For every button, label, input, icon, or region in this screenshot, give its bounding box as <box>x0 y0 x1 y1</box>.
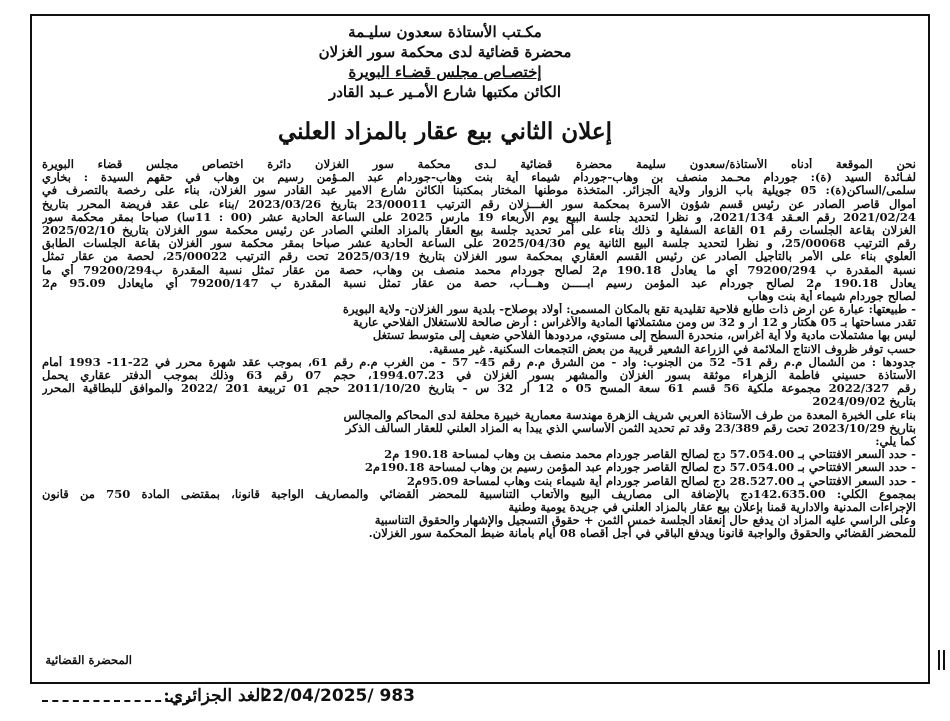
body-line: رقم الترتيب 25/00068، و نظرا لتحديد جلسة البيع الثانية يوم 2025/04/30 على الساعة الحادية عشر صباحا بمقر محكمة سور الغزلان بقاعة الجلسات الطابق <box>42 237 916 251</box>
publication-footer <box>30 684 930 716</box>
body-line: جدودها : من الشمال م.م رقم 51- 52 من الجنوب: واد - من الشرق م.م رقم 45- 57 - من الغرب م.م رقم 61، بموجب عقد شهرة محرر في 22-11- 1993 أمام <box>42 355 916 369</box>
jurisdiction: إختصـاص مجلس قضـاء البويرة <box>348 63 542 81</box>
body-line: - حدد السعر الافتتاحي بـ 28.527.00 دج لصالح القاصر جوردام أية شيماء بنت وهاب لمساحة 95.09م2 <box>406 474 916 488</box>
body-line: بتاريخ 2024/09/02 <box>812 395 916 409</box>
body-line: أموال قاصر الصادر عن رئيس قسم شؤون الأسرة بمحكمة سور الغـــزلان رقم الترتيب 23/00011 بتاريخ 2023/03/26 /بناء على عقد فريضة المحرر بتاريخ <box>42 197 916 211</box>
body-line: وعلى الراسي عليه المزاد ان يدفع حال إنعقاد الجلسة خمس الثمن + حقوق التسجيل والإشهار والحقوق التناسبية <box>374 514 916 528</box>
body-line: تقدر مساحتها بـ 05 هكتار و 12 ار و 32 س ومن مشتملاتها المادية والأغراس : أرض صالحة للاستغلال الفلاحي عارية <box>353 316 916 330</box>
signature-label: المحضرة القضائية <box>45 653 132 667</box>
body-line: الإجراءات المدنية والادارية قمنا بإعلان بيع عقار بالمزاد العلني في جريدة يومية وطنية <box>508 500 916 514</box>
body-line: لصالح جوردام شيماء أية بنت وهاب <box>747 289 916 303</box>
issue-number: 22/04/2025/ 983 <box>260 686 415 706</box>
body-line: سلمى/الساكن(ة): 05 جويلية باب الزوار ولاية الجزائر. المتخذة موطنها المختار بمكتبنا الكائن شارع الامير عبد القادر سور الغزلان، بناء على رخصة بالتصرف في <box>42 184 916 198</box>
body-line: - طبيعتها: عبارة عن ارض ذات طابع فلاحية تقليدية تقع بالمكان المسمى: أولاد بوصلاح- بلدية سور الغزلان- ولاية البويرة <box>342 303 916 317</box>
body-line: الغزلان بقاعة الجلسات رقم 01 القاعة السفلية و ذلك بناء على أمر تحديد جلسة بيع العقار بالمزاد العلني الصادر عن رئيس محكمة سور الغزلان بتاريخ 2025/02/10 <box>42 223 916 237</box>
body-line: لفـائدة السيد (ة): جوردام محـمد منصف بن وهاب-جوردام شيماء أية بنت وهاب-جوردام عبد المـؤمن رسيم بن وهاب في حقهم السيدة : بخاري <box>42 171 916 185</box>
body-line: العلوي بناء على الأمر بالتأجيل الصادر عن رئيس القسم العقاري بمحكمة سور الغزلان بتاريخ 2025/03/19 تحت رقم الترتيب 25/00022، لحصة من عقار تمثل <box>42 250 916 264</box>
edge-mark <box>938 650 945 670</box>
body-line: للمحضر القضائي والحقوق والواجبة قانونا ويدفع الباقي في أجل أقصاه 08 أيام بأمانة ضبط المحكمة سور الغزلان. <box>368 527 916 541</box>
body-line: ليس بها مشتملات مادية ولا أية أغراس، منحدرة السطح إلى مستوي، مردودها الفلاحي ضعيف إلى متوسط تستغل <box>372 329 916 343</box>
body-line: يعادل 190.18 م2 لصالح جوردام عبد المؤمن رسيم ابـــــن وهـــاب، حصة من عقار تمثل نسبة المقدرة ب 79200/147 أي مايعادل 95.09 م2 <box>42 276 916 290</box>
body-line: بتاريخ 2023/10/29 تحت رقم 23/389 وقد تم تحديد الثمن الأساسي الذي يبدأ به المزاد العلني للعقار السالف الذكر <box>345 421 916 435</box>
announcement-body <box>42 158 916 540</box>
body-line: حسب توفر ظروف الانتاج الملائمة في الزراعة الشعير قريبة من بعض التجمعات السكنية. غير مسقية. <box>428 342 916 356</box>
office-name: مكـتب الأستاذة سعدون سليـمة <box>348 23 542 41</box>
body-line: نسبة المقدرة ب 79200/294 أي ما يعادل 190.18 م2 لصالح جوردام محمد منصف بن وهاب، حصة من عقار تمثل نسبة المقدرة ب79200/294 أي ما <box>42 263 916 277</box>
office-address: الكائن مكتبها شارع الأمـير عـبد القادر <box>328 83 561 101</box>
newspaper-name: الغد الجزائري: <box>163 686 265 706</box>
body-line: - حدد السعر الافتتاحي بـ 57.054.00 دج لصالح القاصر جوردام محمد منصف بن وهاب لمساحة 190.18 م2 <box>384 448 916 462</box>
office-header <box>150 22 740 102</box>
body-line: - حدد السعر الافتتاحي بـ 57.054.00 دج لصالح القاصر جوردام عبد المؤمن رسيم بن وهاب لمساحة 190.18م2 <box>364 461 916 475</box>
body-line: بمجموع الكلي: 142.635.00دج بالإضافة الى مصاريف البيع والأتعاب التناسبية للمحضر القضائي والمصاريف الواجبة قانونا، بمقتضى المادة 750 من قانون <box>42 487 916 501</box>
announcement-title: إعلان الثاني بيع عقار بالمزاد العلني <box>278 118 612 145</box>
body-line: نحن الموقعة أدناه الأستاذة/سعدون سليمة محضرة قضائية لـدى محكمة سور الغزلان دائرة اختصاص مجلس قضاء البويرة <box>42 158 916 171</box>
body-line: بناء على الخبرة المعدة من طرف الأستاذة العربي شريف الزهرة مهندسة معمارية خبيرة محلفة لدى المحاكم والمجالس <box>343 408 916 422</box>
court-name: محضرة قضائية لدى محكمة سور الغزلان <box>318 43 572 61</box>
body-line: 2021/02/24 رقم العـقد 2021/134، و نظرا لتحديد جلسة البيع يوم الأربعاء 19 مارس 2025 على الساعة الحادية عشر (00 : 11سا) صباحا بمقر محكمة سور <box>42 210 916 224</box>
footer-dashed-rule <box>42 700 192 702</box>
body-line: رقم 2022/327 مجموعة ملكية 56 قسم 61 سعة المسح 05 ه 12 أر 32 س - بتاريخ 2011/10/20 حجم 01 تربيعة 201 /2022 والموافق للبطاقية المحرر <box>42 382 916 396</box>
body-line: الأستاذة حسيني فاطمة الزهراء موثقة بسور الغزلان والمشهر بسور الغزلان في 1994.07.23، حجم 07 رقم 63 وذلك بموجب الدفتر عقاري يحمل <box>42 369 916 382</box>
body-line: كما يلي: <box>875 434 916 448</box>
